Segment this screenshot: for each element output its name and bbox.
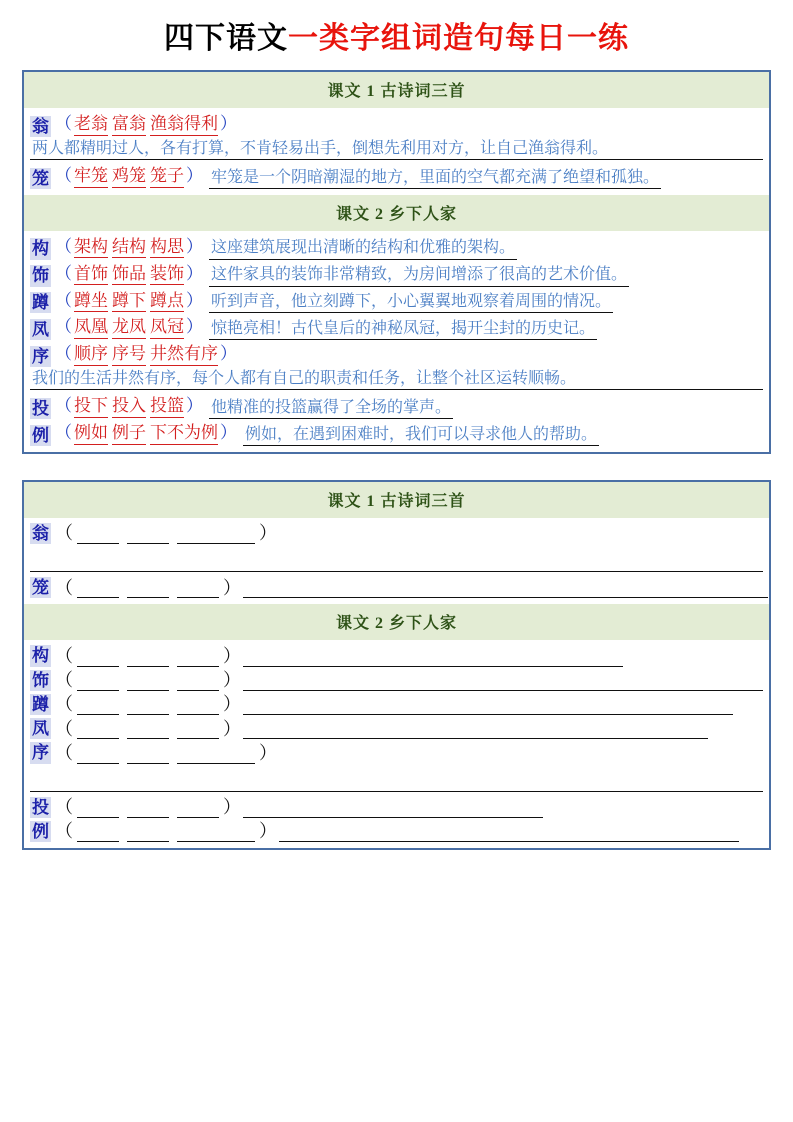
practice-word-line (30, 520, 763, 544)
right-paren: ） (186, 236, 203, 256)
example-sentence: 他精准的投篮赢得了全场的掌声。 (209, 398, 453, 419)
entry-word-line (30, 234, 763, 260)
entry-word-line (30, 314, 763, 340)
word-list (72, 163, 186, 189)
left-paren: （ (55, 718, 73, 739)
sentence-blank-line[interactable] (243, 649, 623, 667)
right-paren: ） (186, 263, 203, 283)
word-blank[interactable] (127, 526, 169, 544)
head-character: 饰 (32, 266, 49, 286)
practice-entry-row (30, 739, 763, 793)
word-blank[interactable] (177, 649, 219, 667)
example-sentence: 牢笼是一个阴暗潮湿的地方，里面的空气都充满了绝望和孤独。 (209, 168, 661, 189)
word-item: 龙凤 (112, 317, 146, 339)
entry-row (30, 313, 763, 340)
right-paren: ） (259, 821, 277, 842)
right-paren: ） (223, 645, 241, 666)
lesson-header: 课文 1 古诗词三首 (24, 72, 769, 108)
left-paren: （ (55, 670, 73, 691)
sentence-blank-line[interactable] (243, 721, 708, 739)
word-blank[interactable] (77, 673, 119, 691)
word-list (72, 111, 220, 137)
word-list (72, 314, 186, 340)
word-item: 富翁 (112, 114, 146, 136)
entry-word-line (30, 393, 763, 419)
lesson-entries (24, 108, 769, 195)
left-paren: （ (55, 290, 72, 310)
lesson-header: 课文 2 乡下人家 (24, 604, 769, 640)
entry-word-line (30, 341, 763, 367)
entry-row (30, 392, 763, 419)
page-title-red: 一类字组词造句每日一练 (288, 22, 629, 55)
word-item: 例子 (112, 423, 146, 445)
lesson-header: 课文 2 乡下人家 (24, 195, 769, 231)
entry-row (30, 287, 763, 314)
word-blank[interactable] (127, 580, 169, 598)
word-blank[interactable] (177, 697, 219, 715)
head-character: 序 (32, 743, 49, 763)
head-character: 构 (32, 239, 49, 259)
head-character: 蹲 (32, 694, 49, 714)
entry-row (30, 162, 763, 189)
word-item: 投入 (112, 396, 146, 418)
left-paren: （ (55, 523, 73, 544)
word-blank[interactable] (127, 746, 169, 764)
right-paren: ） (220, 344, 237, 364)
practice-entry-row (30, 794, 763, 818)
page-title-black: 四下语文 (164, 22, 288, 55)
right-paren: ） (220, 114, 237, 133)
practice-entry-row (30, 818, 763, 842)
word-blank[interactable] (127, 800, 169, 818)
word-blank[interactable] (77, 746, 119, 764)
entry-row (30, 260, 763, 287)
entry-word-line (30, 420, 763, 446)
left-paren: （ (55, 577, 73, 598)
practice-entries (24, 518, 769, 605)
head-character: 例 (32, 821, 49, 841)
word-list (72, 261, 186, 287)
practice-word-line (30, 794, 763, 818)
right-paren: ） (223, 577, 241, 598)
practice-entry-row (30, 715, 763, 739)
example-sentence: 惊艳亮相！古代皇后的神秘凤冠，揭开尘封的历史记。 (209, 319, 597, 340)
left-paren: （ (55, 742, 73, 763)
sentence-blank-line[interactable] (243, 580, 768, 598)
word-blank[interactable] (77, 697, 119, 715)
word-blank[interactable] (177, 721, 219, 739)
left-paren: （ (55, 263, 72, 283)
entry-row (30, 233, 763, 260)
left-paren: （ (55, 396, 72, 416)
head-character: 翁 (32, 523, 49, 543)
entry-row (30, 419, 763, 446)
sentence-blank-line[interactable] (30, 772, 763, 792)
word-item: 架构 (74, 237, 108, 259)
page-title (22, 0, 771, 70)
lesson-entries (24, 231, 769, 452)
head-character: 笼 (32, 578, 49, 598)
word-item: 序号 (112, 344, 146, 366)
example-sentence: 例如，在遇到困难时，我们可以寻求他人的帮助。 (243, 425, 599, 446)
word-item: 投下 (74, 396, 108, 418)
word-list (72, 341, 220, 367)
word-item: 鸡笼 (112, 166, 146, 188)
word-blank[interactable] (177, 824, 255, 842)
sentence-blank-line[interactable] (279, 824, 739, 842)
answer-key-box (22, 70, 771, 454)
word-item: 例如 (74, 423, 108, 445)
lesson-header: 课文 1 古诗词三首 (24, 482, 769, 518)
practice-entries (24, 640, 769, 848)
entry-row (30, 110, 763, 162)
word-list (72, 393, 186, 419)
word-item: 投篮 (150, 396, 184, 418)
head-character: 饰 (32, 670, 49, 690)
sentence-blank-line[interactable] (30, 552, 763, 572)
word-item: 下不为例 (150, 423, 218, 445)
sentence-blank-line[interactable] (243, 697, 733, 715)
example-sentence: 我们的生活井然有序，每个人都有自己的职责和任务，让整个社区运转顺畅。 (30, 369, 763, 390)
left-paren: （ (55, 236, 72, 256)
word-blank[interactable] (177, 526, 255, 544)
left-paren: （ (55, 645, 73, 666)
word-list (72, 288, 186, 314)
word-blank[interactable] (177, 746, 255, 764)
right-paren: ） (223, 718, 241, 739)
entry-word-line (30, 111, 763, 137)
word-item: 凤冠 (150, 317, 184, 339)
word-item: 老翁 (74, 114, 108, 136)
word-blank[interactable] (77, 526, 119, 544)
head-character: 笼 (32, 168, 49, 188)
practice-box (22, 480, 771, 850)
practice-entry-row (30, 691, 763, 715)
word-list (72, 234, 186, 260)
head-character: 凤 (32, 719, 49, 739)
practice-entry-row (30, 667, 763, 691)
word-item: 结构 (112, 237, 146, 259)
word-blank[interactable] (177, 673, 219, 691)
word-item: 构思 (150, 237, 184, 259)
word-item: 蹲坐 (74, 291, 108, 313)
practice-word-line (30, 691, 763, 715)
entry-word-line (30, 163, 763, 189)
practice-entry-row (30, 520, 763, 574)
practice-word-line (30, 574, 763, 598)
sentence-blank-line[interactable] (243, 800, 543, 818)
word-blank[interactable] (77, 800, 119, 818)
head-character: 投 (32, 398, 49, 418)
word-item: 牢笼 (74, 166, 108, 188)
right-paren: ） (223, 797, 241, 818)
practice-word-line (30, 667, 763, 691)
word-item: 笼子 (150, 166, 184, 188)
head-character: 翁 (32, 116, 49, 136)
right-paren: ） (186, 396, 203, 416)
word-item: 蹲下 (112, 291, 146, 313)
word-item: 饰品 (112, 264, 146, 286)
word-item: 蹲点 (150, 291, 184, 313)
example-sentence: 这座建筑展现出清晰的结构和优雅的架构。 (209, 238, 517, 259)
head-character: 蹲 (32, 293, 49, 313)
head-character: 序 (32, 346, 49, 366)
right-paren: ） (259, 742, 277, 763)
example-sentence: 两人都精明过人，各有打算，不肯轻易出手，倒想先利用对方，让自己渔翁得利。 (30, 139, 763, 160)
word-blank[interactable] (177, 800, 219, 818)
right-paren: ） (186, 317, 203, 337)
word-item: 凤凰 (74, 317, 108, 339)
word-item: 顺序 (74, 344, 108, 366)
example-sentence: 这件家具的装饰非常精致，为房间增添了很高的艺术价值。 (209, 265, 629, 286)
word-item: 井然有序 (150, 344, 218, 366)
head-character: 例 (32, 425, 49, 445)
left-paren: （ (55, 317, 72, 337)
word-blank[interactable] (77, 580, 119, 598)
left-paren: （ (55, 423, 72, 442)
entry-word-line (30, 288, 763, 314)
practice-entry-row (30, 574, 763, 598)
word-item: 装饰 (150, 264, 184, 286)
word-blank[interactable] (77, 649, 119, 667)
word-item: 首饰 (74, 264, 108, 286)
left-paren: （ (55, 797, 73, 818)
right-paren: ） (223, 694, 241, 715)
left-paren: （ (55, 821, 73, 842)
word-blank[interactable] (127, 673, 169, 691)
practice-word-line (30, 642, 763, 666)
left-paren: （ (55, 344, 72, 364)
head-character: 凤 (32, 319, 49, 339)
sentence-blank-line[interactable] (243, 673, 763, 691)
head-character: 投 (32, 797, 49, 817)
word-blank[interactable] (177, 580, 219, 598)
left-paren: （ (55, 114, 72, 133)
right-paren: ） (223, 670, 241, 691)
word-blank[interactable] (127, 649, 169, 667)
word-list (72, 420, 220, 446)
entry-row (30, 340, 763, 392)
right-paren: ） (186, 290, 203, 310)
word-item: 渔翁得利 (150, 114, 218, 136)
right-paren: ） (259, 523, 277, 544)
head-character: 构 (32, 646, 49, 666)
right-paren: ） (220, 423, 237, 442)
word-blank[interactable] (77, 721, 119, 739)
word-blank[interactable] (127, 824, 169, 842)
entry-word-line (30, 261, 763, 287)
word-blank[interactable] (127, 721, 169, 739)
right-paren: ） (186, 166, 203, 186)
practice-word-line (30, 739, 763, 763)
practice-word-line (30, 818, 763, 842)
left-paren: （ (55, 694, 73, 715)
practice-entry-row (30, 642, 763, 666)
left-paren: （ (55, 166, 72, 186)
word-blank[interactable] (127, 697, 169, 715)
practice-word-line (30, 715, 763, 739)
example-sentence: 听到声音，他立刻蹲下，小心翼翼地观察着周围的情况。 (209, 292, 613, 313)
word-blank[interactable] (77, 824, 119, 842)
